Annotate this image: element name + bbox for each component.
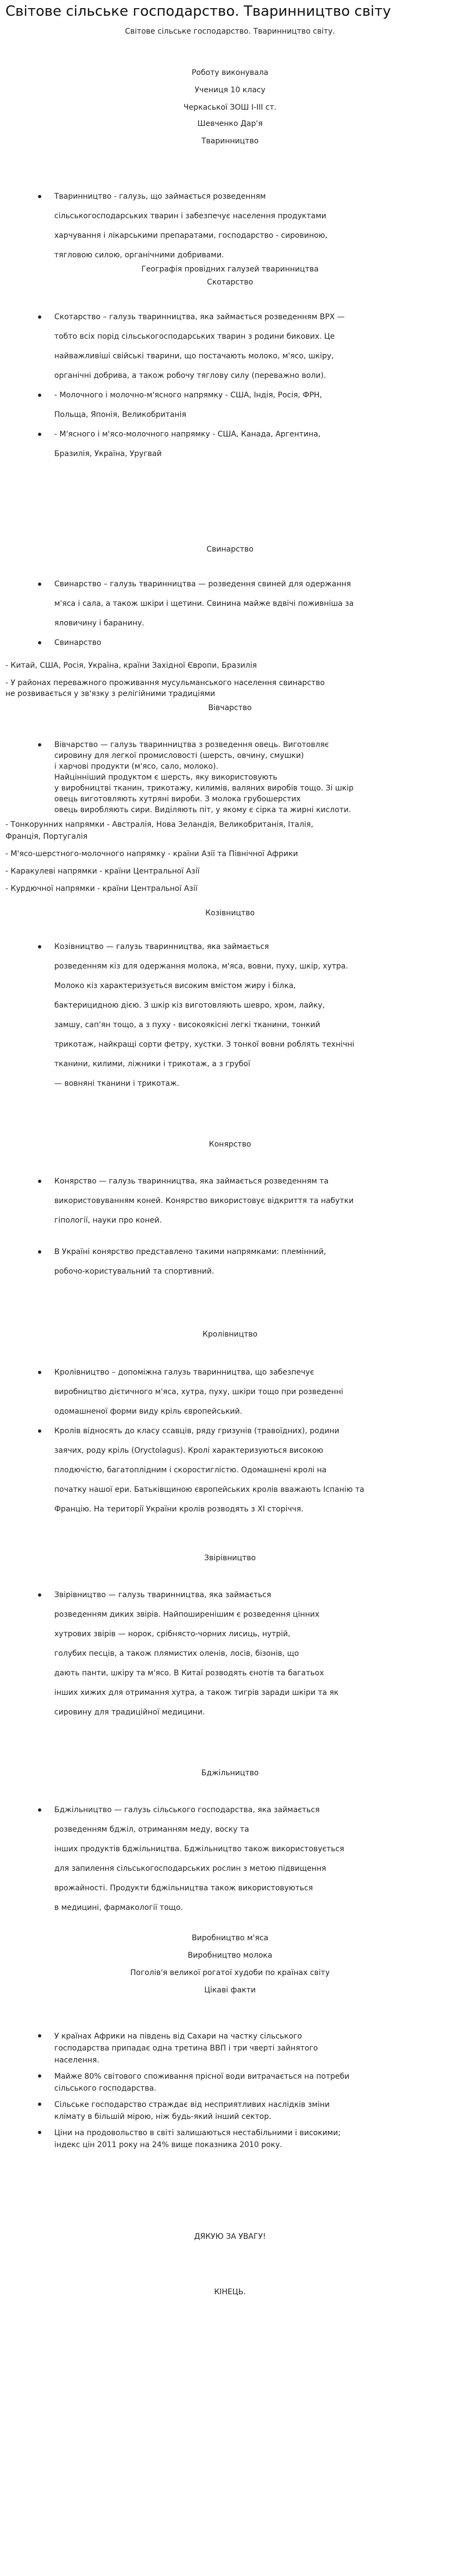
list-item: Кролівництво – допоміжна галузь тваринництва, що забезпечує виробництво дієтичного м'яса, хутра, пуху, шкіри тощо при розведенні одомашненої форми виду кріль європейський. bbox=[54, 1363, 434, 1421]
pig-heading: Свинарство bbox=[206, 545, 254, 554]
horse-list bbox=[54, 1172, 434, 1281]
thanks-text: ДЯКУЮ ЗА УВАГУ! bbox=[194, 2232, 266, 2241]
page-subtitle: Світове сільське господарство. Тваринництво світу. bbox=[125, 27, 335, 36]
pig-note: - У районах переважного проживання мусульманського населення свинарство не розвивається у зв'язку з релігійними традиціями bbox=[5, 679, 325, 698]
list-item: - М'ясного і м'ясо-молочного напрямку - США, Канада, Аргентина, Бразилія, Україна, Уругвай bbox=[54, 425, 434, 464]
sheep-directions: - Тонкорунних напрямки - Австралія, Нова Зеландія, Великобританія, Італія, Франція, Португалія - М'ясо-шерстного-молочного напрямку - країни Азії та Північної Африки - Каракулеві напрямки - країни Центральної Азії - Курдючної напрямки - країни Центральної Азії bbox=[5, 820, 313, 893]
end-text: КІНЕЦЬ. bbox=[214, 2288, 246, 2296]
list-item: Тваринництво - галузь, що займається розведенням сільськогосподарських тварин і забезпечує населення продуктами харчування і лікарськими препаратами, господарство - сировиною, тягловою силою, органічними добривами. bbox=[54, 187, 434, 265]
author-line-2: Учениця 10 класу bbox=[194, 86, 266, 94]
goat-heading: Козівництво bbox=[205, 909, 255, 917]
list-item: Звірівництво — галузь тваринництва, яка займається розведенням диких звірів. Найпоширенішим є розведення цінних хутрових звірів — норок, срібнясто-чорних лисиць, нутрій, голубих песців, а також плямистих оленів, лосів, бізонів, що дають панти, шкіру та м'ясо. В Китаї розводять єнотів та багатьох інших хижих для отримання хутра, а також тигрів заради шкіри та як сировину для традиційної медицини. bbox=[54, 1585, 434, 1722]
author-line-1: Роботу виконувала bbox=[191, 68, 269, 77]
fur-heading: Звірівництво bbox=[204, 1554, 256, 1562]
list-item: Конярство — галузь тваринництва, яка займається розведенням та використовуванням коней. Конярство використовує відкриття та набутки гіпології, науки про коней. bbox=[54, 1172, 434, 1230]
author-line-4: Шевченко Дар'я bbox=[197, 119, 263, 128]
page-title: Світове сільське господарство. Тваринництво світу bbox=[5, 3, 391, 20]
goat-list bbox=[54, 937, 434, 1093]
list-item: Козівництво — галузь тваринництва, яка займається розведенням кіз для одержання молока, м'яса, вовни, пуху, шкір, хутра. Молоко кіз характеризується високим вмістом жиру і білка, бактерицидною дією. З шкір кіз виготовляють шевро, хром, лайку, замшу, сап'ян тощо, а з пуху - високоякісні легкі тканини, тонкий трикотаж, найкращі сорти фетру, хустки. З тонкої вовни роблять технічні тканини, килими, ліжники і трикотаж, а з грубої — вовняні тканини і трикотаж. bbox=[54, 937, 434, 1093]
list-item: Ціни на продовольство в світі залишаються нестабільними і високими; індекс цін 2011 року на 24% вище показника 2010 року. bbox=[54, 2127, 434, 2151]
list-item: Скотарство – галузь тваринництва, яка займається розведенням ВРХ — тобто всіх порід сільськогосподарських тварин з родини бикових. Це найважливіші свійські тварини, що постачають молоко, м'ясо, шкіру, органічні добрива, а також робочу тяглову силу (переважно воли). bbox=[54, 307, 434, 385]
list-item: Майже 80% світового споживання прісної води витрачається на потреби сільського господарства. bbox=[54, 2071, 434, 2094]
list-item: - Молочного і молочно-м'ясного напрямку - США, Індія, Росія, ФРН, Польща, Японія, Великобританія bbox=[54, 385, 434, 425]
geo-heading: Географія провідних галузей тваринництва bbox=[141, 265, 319, 274]
pig-countries: - Китай, США, Росія, Україна, країни Західної Європи, Бразилія bbox=[5, 661, 257, 670]
list-item: В Україні конярство представлено такими напрямками: племінний, робочо-користувальний та спортивний. bbox=[54, 1242, 434, 1281]
tail-line-3: Поголів'я великої рогатої худоби по країнах світу bbox=[130, 1969, 330, 1977]
author-line-3: Черкаської ЗОШ І-ІІІ ст. bbox=[183, 103, 277, 112]
facts-list bbox=[54, 2030, 434, 2151]
fur-list bbox=[54, 1585, 434, 1722]
list-item: Свинарство bbox=[54, 633, 434, 653]
rabbit-list bbox=[54, 1363, 434, 1519]
list-item: Бджільництво — галузь сільського господарства, яка займається розведенням бджіл, отриманням меду, воску та інших продуктів бджільництва. Бджільництво також використовується для запилення сільськогосподарських рослин з метою підвищення врожайності. Продукти бджільництва також використовуються в медицині, фармакології тощо. bbox=[54, 1800, 434, 1917]
rabbit-heading: Кролівництво bbox=[202, 1330, 258, 1339]
bee-heading: Бджільництво bbox=[201, 1769, 259, 1777]
tail-line-1: Виробництво м'яса bbox=[191, 1934, 269, 1942]
list-item: Вівчарство — галузь тваринництва з розведення овець. Виготовляє сировину для легкої промисловості (шерсть, овчину, смушки) і харчові продукти (м'ясо, сало, молоко). Найцінніший продуктом є шерсть, яку використовують у виробництві тканин, трикотажу, килимів, валяних виробів тощо. Зі шкір овець виготовляють хутряні вироби. З молока грубошерстих овець виробляють сири. Виділяють піт, у якому є сірка та жирні кислоти. bbox=[54, 739, 434, 815]
intro-list bbox=[54, 187, 434, 265]
list-item: Свинарство – галузь тваринництва — розведення свиней для одержання м'яса і сала, а також шкіри і щетини. Свинина майже вдвічі поживніша за яловичину і баранину. bbox=[54, 574, 434, 633]
pig-list bbox=[54, 574, 434, 653]
sheep-list bbox=[54, 739, 434, 815]
cattle-list bbox=[54, 307, 434, 464]
horse-heading: Конярство bbox=[209, 1140, 251, 1149]
tail-line-4: Цікаві факти bbox=[204, 1986, 256, 1995]
author-line-5: Тваринництво bbox=[201, 137, 259, 145]
list-item: Сільське господарство страждає від несприятливих наслідків зміни клімату в більшій мірою, ніж будь-який інший сектор. bbox=[54, 2099, 434, 2123]
tail-line-2: Виробництво молока bbox=[187, 1951, 273, 1960]
sheep-heading: Вівчарство bbox=[208, 704, 252, 712]
bee-list bbox=[54, 1800, 434, 1917]
list-item: У країнах Африки на південь від Сахари на частку сільського господарства припадає одна третина ВВП і три чверті зайнятого населення. bbox=[54, 2030, 434, 2066]
list-item: Кролів відносять до класу ссавців, ряду гризунів (травоїдних), родини заячих, роду кріль (Oryctolagus). Кролі характеризуються високою плодючістю, багатоплідним і скоростиглістю. Одомашнені кролі на початку нашої ери. Батьківщиною європейських кролів вважають Іспанію та Францію. На території України кролів розводять з ХІ сторіччя. bbox=[54, 1421, 434, 1519]
cattle-heading: Скотарство bbox=[206, 278, 254, 287]
